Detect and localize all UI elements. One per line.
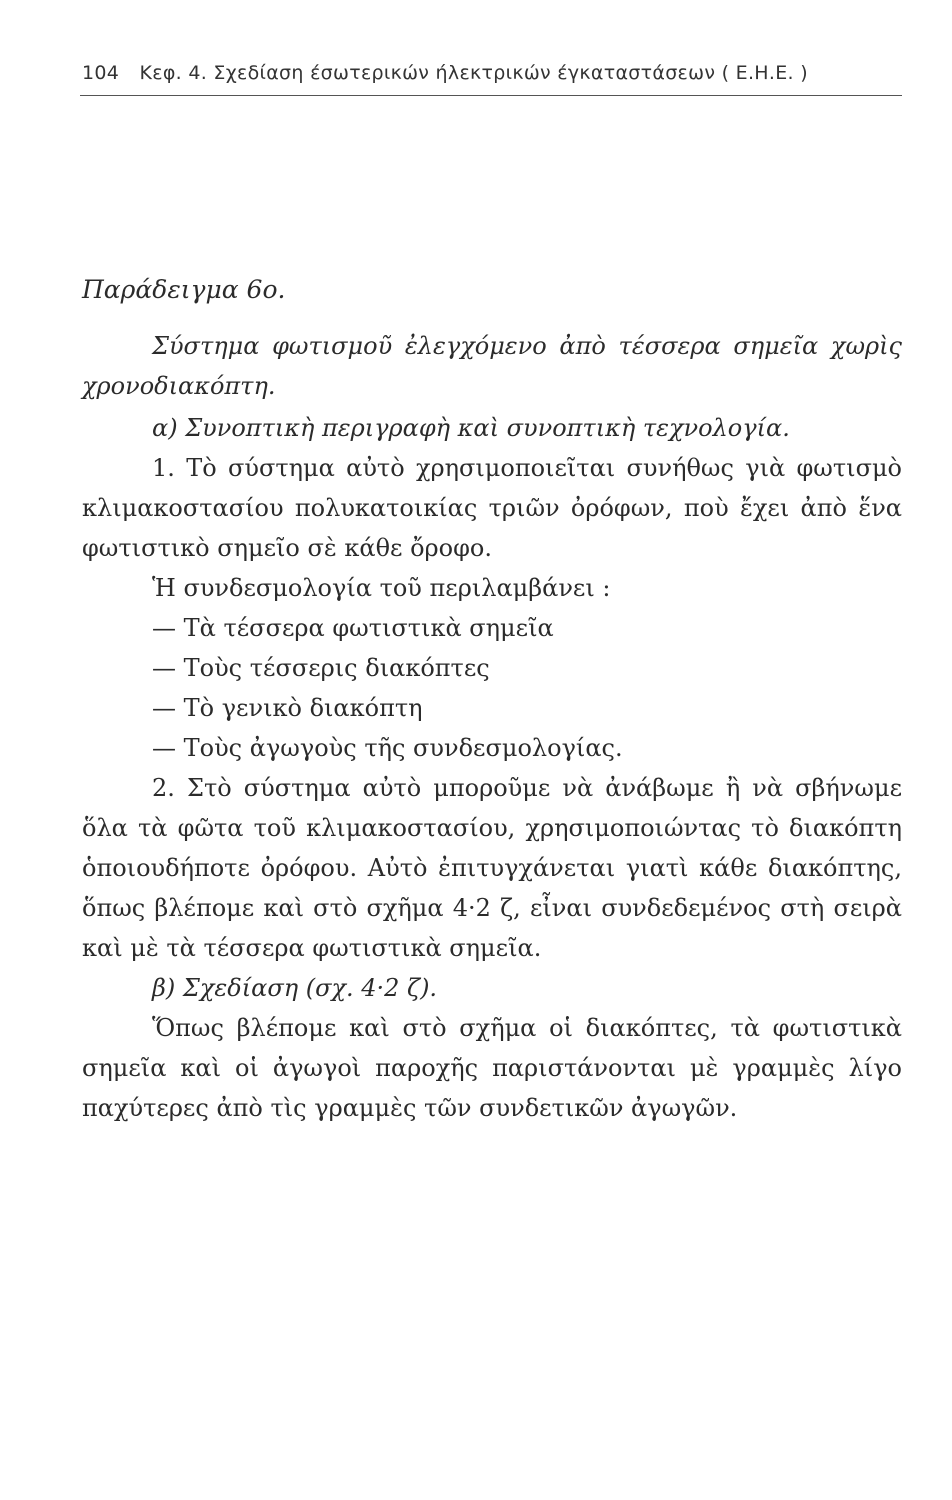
running-header (82, 62, 902, 84)
paragraph-1: 1. Τὸ σύστημα αὐτὸ χρησιμοποιεῖται συνήθως γιὰ φωτισμὸ κλιμακοστασίου πολυκατοικίας τριῶν ὀρόφων, ποὺ ἔχει ἀπὸ ἕνα φωτιστικὸ σημεῖο σὲ κάθε ὄροφο. (82, 454, 902, 562)
section-b-heading: β) Σχεδίαση (σχ. 4·2 ζ). (152, 974, 438, 1002)
page-number: 104 (82, 62, 120, 84)
example-subtitle: Σύστημα φωτισμοῦ ἐλεγχόμενο ἀπὸ τέσσερα σημεῖα χωρὶς χρονοδιακόπτη. (82, 332, 902, 400)
wiring-item: — Τὸ γενικὸ διακόπτη (152, 694, 423, 722)
wiring-item: — Τοὺς ἀγωγοὺς τῆς συνδεσμολογίας. (152, 734, 623, 762)
example-title: Παράδειγμα 6ο. (82, 275, 286, 304)
paragraph-2: 2. Στὸ σύστημα αὐτὸ μποροῦμε νὰ ἀνάβωμε ἢ νὰ σβήνωμε ὅλα τὰ φῶτα τοῦ κλιμακοστασίου, χρησιμοποιώντας τὸ διακόπτη ὁποιουδήποτε ὀρόφου. Αὐτὸ ἐπιτυγχάνεται γιατὶ κάθε διακόπτης, ὅπως βλέπομε καὶ στὸ σχῆμα 4·2 ζ, εἶναι συνδεδεμένος στὴ σειρὰ καὶ μὲ τὰ τέσσερα φωτιστικὰ σημεῖα. (82, 774, 902, 962)
wiring-intro: Ἡ συνδεσμολογία τοῦ περιλαμβάνει : (152, 574, 611, 602)
paragraph-3: Ὅπως βλέπομε καὶ στὸ σχῆμα οἱ διακόπτες, τὰ φωτιστικὰ σημεῖα καὶ οἱ ἀγωγοὶ παροχῆς παριστάνονται μὲ γραμμὲς λίγο παχύτερες ἀπὸ τὶς γραμμὲς τῶν συνδετικῶν ἀγωγῶν. (82, 1014, 902, 1122)
running-title: Κεφ. 4. Σχεδίαση έσωτερικών ήλεκτρικών έγκαταστάσεων ( Ε.Η.Ε. ) (139, 62, 808, 84)
header-rule (80, 95, 902, 96)
section-a-heading: α) Συνοπτικὴ περιγραφὴ καὶ συνοπτικὴ τεχνολογία. (152, 414, 790, 442)
wiring-item: — Τὰ τέσσερα φωτιστικὰ σημεῖα (152, 614, 554, 642)
wiring-item: — Τοὺς τέσσερις διακόπτες (152, 654, 490, 682)
page-body (82, 270, 902, 1128)
